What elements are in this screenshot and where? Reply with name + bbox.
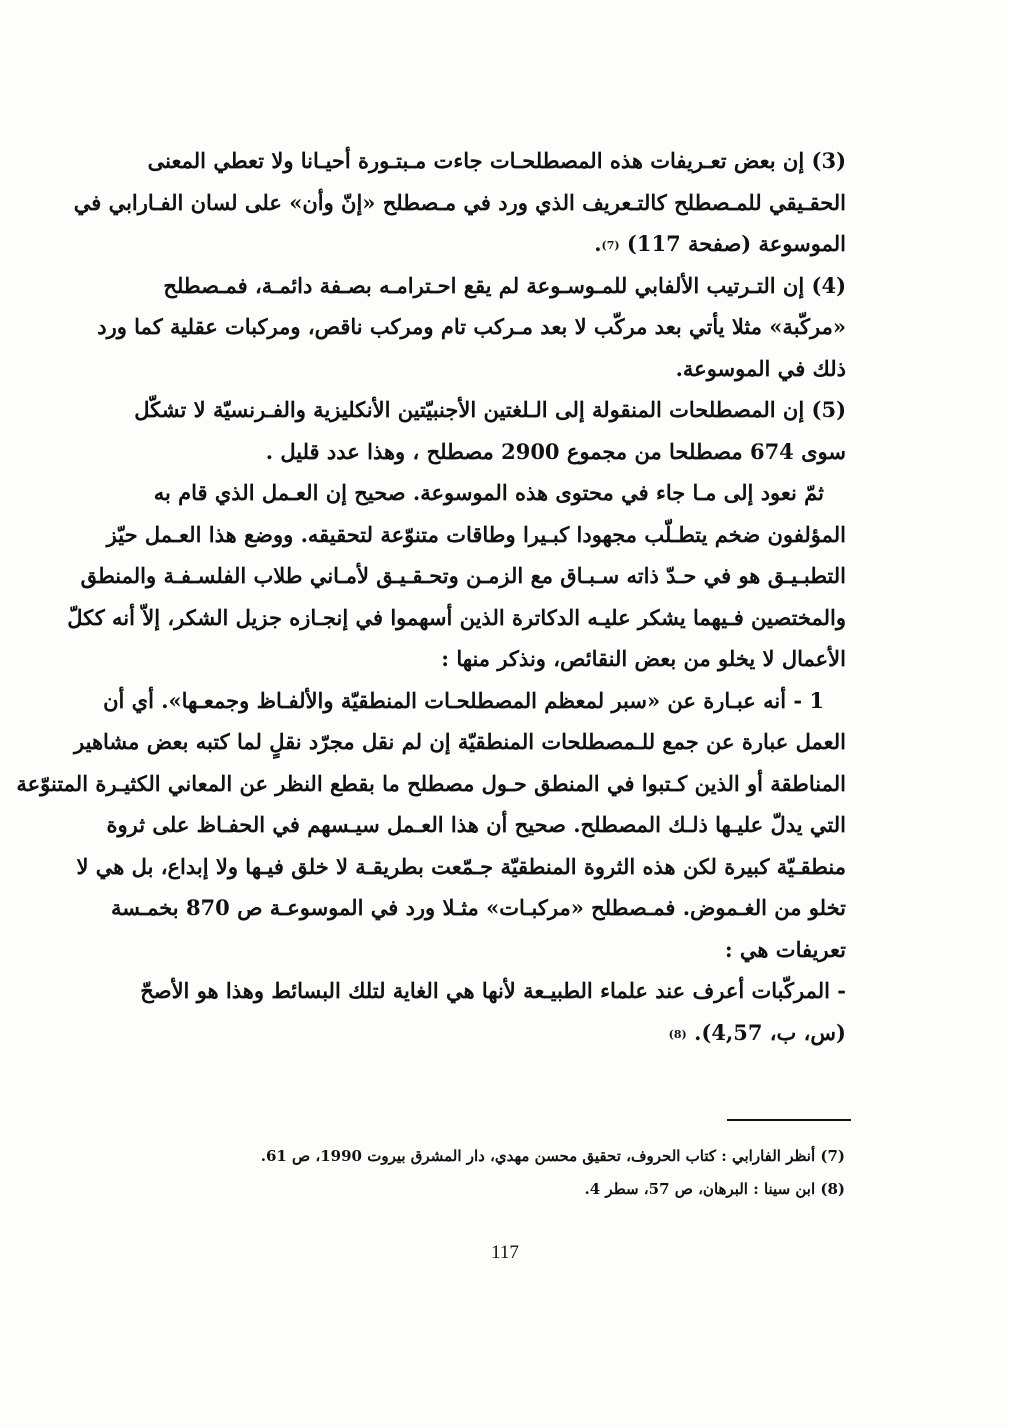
footnote-8: (8) ابن سينا : البرهان، ص 57، سطر 4. <box>584 1180 845 1198</box>
quote-line-1: - المركّبات أعرف عند علماء الطبيـعة لأنها هي الغاية لتلك البسائط وهذا هو الأصحّ <box>140 978 846 1003</box>
paragraph-main-line-4: والمختصين فـيهما يشكر عليـه الدكاترة الذين أسهموا في إنجـازه جزيل الشكر، إلاّ أنه ككلّ <box>67 604 846 630</box>
paragraph-3-line-3 <box>178 223 846 265</box>
main-body-text <box>16 140 846 1053</box>
quote-line-2-text: (س، ب، 4,57). <box>694 1019 846 1045</box>
page-number: 117 <box>491 1242 519 1263</box>
footnotes <box>215 1140 845 1206</box>
paragraph-4-line-3: ذلك في الموسوعة. <box>675 355 846 381</box>
footnote-7: (7) أنظر الفارابي : كتاب الحروف، تحقيق محسن مهدي، دار المشرق بيروت 1990، ص 61. <box>260 1147 845 1165</box>
paragraph-4-line-1: (4) إن التـرتيب الألفابي للمـوسـوعة لم يقع احـترامـه بصـفة دائمـة، فمـصطلح <box>163 272 846 298</box>
quote-line-2 <box>178 1012 846 1054</box>
footnote-reference-7: (7) <box>601 238 620 252</box>
footnote-separator <box>727 1119 851 1121</box>
footnote-reference-8: (8) <box>668 1027 687 1041</box>
paragraph-3-line-1: (3) إن بعض تعـريفات هذه المصطلحـات جاءت مـبتـورة أحيـانا ولا تعطي المعنى <box>147 148 846 173</box>
paragraph-main-line-3: التطبـيـق هو في حـدّ ذاته سـبـاق مع الزمـن وتحـقـيـق لأمـاني طلاب الفلسـفـة والمنطق <box>80 563 846 588</box>
paragraph-item-1-line-4: التي يدلّ عليـها ذلـك المصطلح. صحيح أن هذا العـمل سيـسهم في الحفـاظ على ثروة <box>106 812 846 837</box>
paragraph-main-line-5: الأعمال لا يخلو من بعض النقائص، ونذكر منها : <box>441 646 846 671</box>
paragraph-3-line-3-text: الموسوعة (صفحة 117) <box>626 231 846 256</box>
paragraph-item-1-line-3: المناطقة أو الذين كـتبوا في المنطق حـول مصطلح ما بقطع النظر عن المعاني الكثيـرة المتنوّعة <box>16 770 846 796</box>
paragraph-main-line-1: ثمّ نعود إلى مـا جاء في محتوى هذه الموسوعة. صحيح إن العـمل الذي قام به <box>153 480 824 505</box>
paragraph-5-line-2: سوى 674 مصطلحا من مجموع 2900 مصطلح ، وهذا عدد قليل . <box>265 438 846 464</box>
paragraph-3-line-3-end: . <box>594 231 602 256</box>
paragraph-item-1-line-7: تعريفات هي : <box>724 936 846 962</box>
paragraph-item-1-line-5: منطقـيّة كبيرة لكن هذه الثروة المنطقيّة جـمّعت بطريقـة لا خلق فيـها ولا إبداع، بل هي لا <box>76 853 846 879</box>
paragraph-item-1-line-1: 1 - أنه عبـارة عن «سبر لمعظم المصطلحـات المنطقيّة والألفـاظ وجمعـها». أي أن <box>103 687 824 713</box>
paragraph-item-1-line-6: تخلو من الغـموض. فمـصطلح «مركبـات» مثـلا ورد في الموسوعـة ص 870 بخمـسة <box>110 895 846 920</box>
paragraph-item-1-line-2: العمل عبارة عن جمع للـمصطلحات المنطقيّة إن لم نقل مجرّد نقلٍ لما كتبه بعض مشاهير <box>74 729 846 754</box>
paragraph-4-line-2: «مركّبة» مثلا يأتي بعد مركّب لا بعد مـركب تام ومركب ناقص، ومركبات عقلية كما ورد <box>97 314 846 339</box>
paragraph-3-line-2: الحقـيقي للمـصطلح كالتـعريف الذي ورد في مـصطلح «إنّ وأن» على لسان الفـارابي في <box>73 189 846 215</box>
paragraph-main-line-2: المؤلفون ضخم يتطـلّب مجهودا كبـيرا وطاقات متنوّعة لتحقيقه. ووضع هذا العـمل حيّز <box>106 521 846 547</box>
paragraph-5-line-1: (5) إن المصطلحات المنقولة إلى الـلغتين الأجنبيّتين الأنكليزية والفـرنسيّة لا تشكّل <box>134 397 846 422</box>
